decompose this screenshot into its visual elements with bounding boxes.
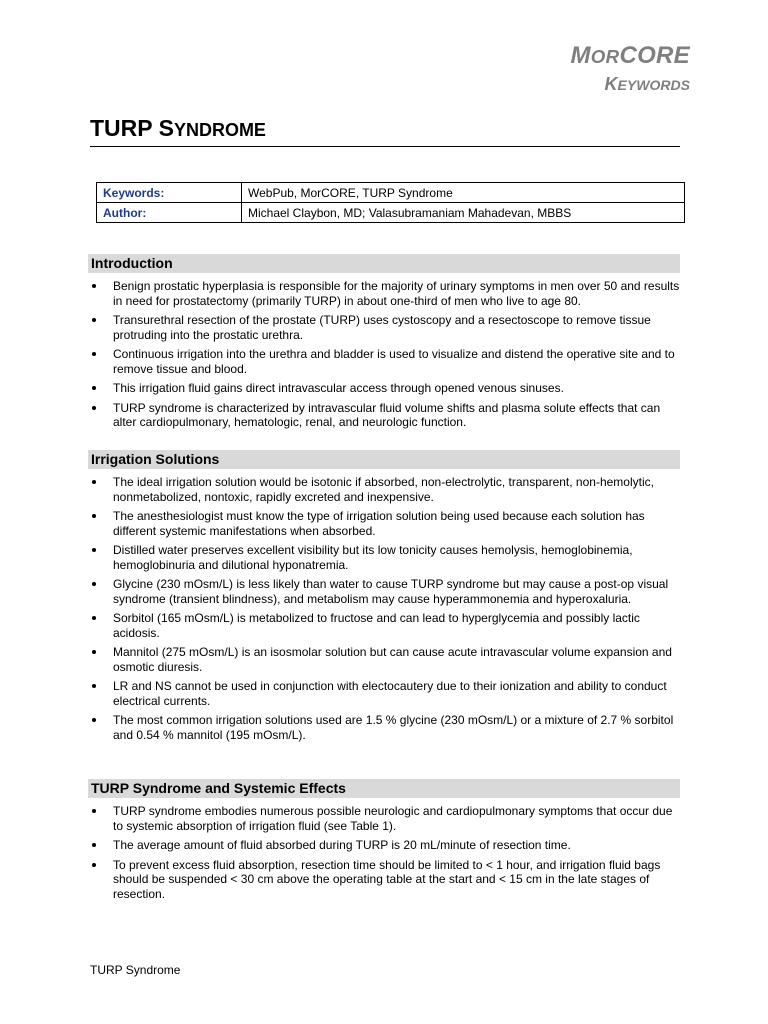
section-introduction: [88, 254, 680, 435]
list-item: The anesthesiologist must know the type of irrigation solution being used because each solution has different systemic manifestations when absorbed.: [88, 509, 680, 538]
page-title: TURP SYNDROME: [90, 115, 680, 147]
list-item: Transurethral resection of the prostate (TURP) uses cystoscopy and a resectoscope to remove tissue protruding into the prostatic urethra.: [88, 313, 680, 342]
keywords-value: WebPub, MorCORE, TURP Syndrome: [242, 183, 685, 203]
metadata-table: [96, 182, 685, 223]
keywords-label: Keywords:: [97, 183, 242, 203]
list-item: The ideal irrigation solution would be isotonic if absorbed, non-electrolytic, transparent, non-hemolytic, nonmetabolized, nontoxic, rapidly excreted and inexpensive.: [88, 475, 680, 504]
list-item: TURP syndrome embodies numerous possible neurologic and cardiopulmonary symptoms that occur due to systemic absorption of irrigation fluid (see Table 1).: [88, 804, 680, 833]
list-item: The average amount of fluid absorbed during TURP is 20 mL/minute of resection time.: [88, 838, 680, 853]
author-label: Author:: [97, 203, 242, 223]
brand-logo: [571, 44, 691, 93]
page-footer: TURP Syndrome: [90, 963, 181, 977]
list-item: Mannitol (275 mOsm/L) is an isosmolar solution but can cause acute intravascular volume expansion and osmotic diuresis.: [88, 645, 680, 674]
list-item: This irrigation fluid gains direct intravascular access through opened venous sinuses.: [88, 381, 680, 396]
section-heading: Irrigation Solutions: [88, 450, 680, 469]
list-item: Glycine (230 mOsm/L) is less likely than water to cause TURP syndrome but may cause a post-op visual syndrome (transient blindness), and metabolism may cause hyperammonemia and hyperoxaluria.: [88, 577, 680, 606]
brand-line-keywords: KEYWORDS: [604, 74, 690, 94]
list-item: LR and NS cannot be used in conjunction with electocautery due to their ionization and ability to conduct electrical currents.: [88, 679, 680, 708]
list-item: Continuous irrigation into the urethra and bladder is used to visualize and distend the operative site and to remove tissue and blood.: [88, 347, 680, 376]
bullet-list: [88, 279, 680, 430]
metadata-row-author: [97, 203, 685, 223]
list-item: The most common irrigation solutions used are 1.5 % glycine (230 mOsm/L) or a mixture of 2.7 % sorbitol and 0.54 % mannitol (195 mOsm/L).: [88, 713, 680, 742]
brand-line-morcore: MORCORE: [570, 42, 690, 69]
section-heading: TURP Syndrome and Systemic Effects: [88, 779, 680, 798]
list-item: Sorbitol (165 mOsm/L) is metabolized to fructose and can lead to hyperglycemia and possibly lactic acidosis.: [88, 611, 680, 640]
section-systemic-effects: [88, 779, 680, 906]
bullet-list: [88, 475, 680, 742]
list-item: Distilled water preserves excellent visibility but its low tonicity causes hemolysis, hemoglobinemia, hemoglobinuria and dilutional hyponatremia.: [88, 543, 680, 572]
list-item: To prevent excess fluid absorption, resection time should be limited to < 1 hour, and irrigation fluid bags should be suspended < 30 cm above the operating table at the start and < 15 cm in the late stages of resection.: [88, 858, 680, 902]
list-item: TURP syndrome is characterized by intravascular fluid volume shifts and plasma solute effects that can alter cardiopulmonary, hematologic, renal, and neurologic function.: [88, 401, 680, 430]
list-item: Benign prostatic hyperplasia is responsible for the majority of urinary symptoms in men over 50 and results in need for prostatectomy (primarily TURP) in about one-third of men who live to age 80.: [88, 279, 680, 308]
section-heading: Introduction: [88, 254, 680, 273]
bullet-list: [88, 804, 680, 901]
section-irrigation-solutions: [88, 450, 680, 747]
author-value: Michael Claybon, MD; Valasubramaniam Mahadevan, MBBS: [242, 203, 685, 223]
metadata-row-keywords: [97, 183, 685, 203]
